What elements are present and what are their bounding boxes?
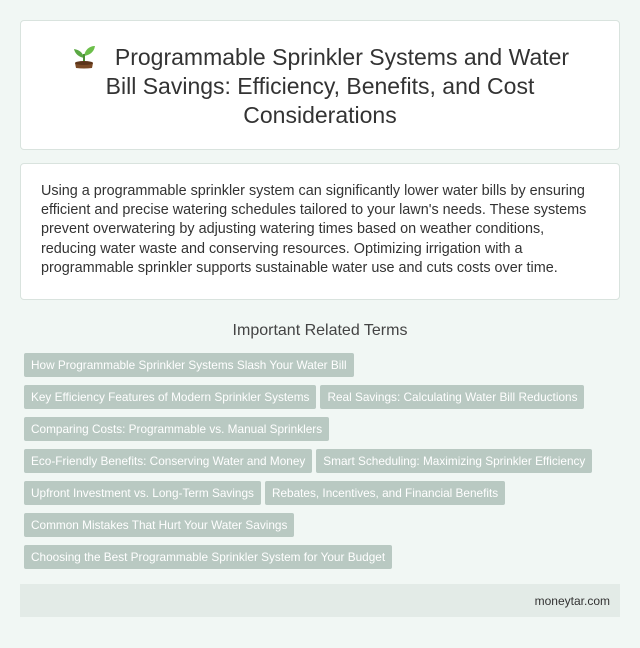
related-term-tag[interactable]: Comparing Costs: Programmable vs. Manual Sprinklers — [24, 417, 329, 441]
related-term-tag[interactable]: Choosing the Best Programmable Sprinkler System for Your Budget — [24, 545, 392, 569]
related-term-tag[interactable]: How Programmable Sprinkler Systems Slash Your Water Bill — [24, 353, 354, 377]
sprout-icon — [71, 41, 97, 69]
related-term-tag[interactable]: Smart Scheduling: Maximizing Sprinkler Efficiency — [316, 449, 592, 473]
related-term-tag[interactable]: Key Efficiency Features of Modern Sprinkler Systems — [24, 385, 316, 409]
title-card — [20, 20, 620, 150]
page-title — [61, 41, 579, 130]
related-terms-heading: Important Related Terms — [232, 322, 408, 339]
related-term-tag[interactable]: Common Mistakes That Hurt Your Water Savings — [24, 513, 294, 537]
summary-text: Using a programmable sprinkler system can significantly lower water bills by ensuring efficient and precise watering schedules tailored to your lawn's needs. These systems prevent overwatering by adjusting watering times based on weather conditions, reducing water waste and conserving resources. Optimizing irrigation with a programmable sprinkler supports sustainable water use and cuts costs over time. — [41, 183, 587, 276]
related-term-tag[interactable]: Real Savings: Calculating Water Bill Reductions — [320, 385, 584, 409]
related-terms-list — [20, 353, 620, 577]
related-term-tag[interactable]: Upfront Investment vs. Long-Term Savings — [24, 481, 261, 505]
page-title-text: Programmable Sprinkler Systems and Water Bill Savings: Efficiency, Benefits, and Cost Considerations — [105, 43, 570, 128]
footer-bar — [20, 584, 620, 617]
related-term-tag[interactable]: Rebates, Incentives, and Financial Benefits — [265, 481, 505, 505]
related-term-tag[interactable]: Eco-Friendly Benefits: Conserving Water and Money — [24, 449, 312, 473]
site-link[interactable]: moneytar.com — [534, 593, 610, 608]
summary-card — [20, 163, 620, 300]
